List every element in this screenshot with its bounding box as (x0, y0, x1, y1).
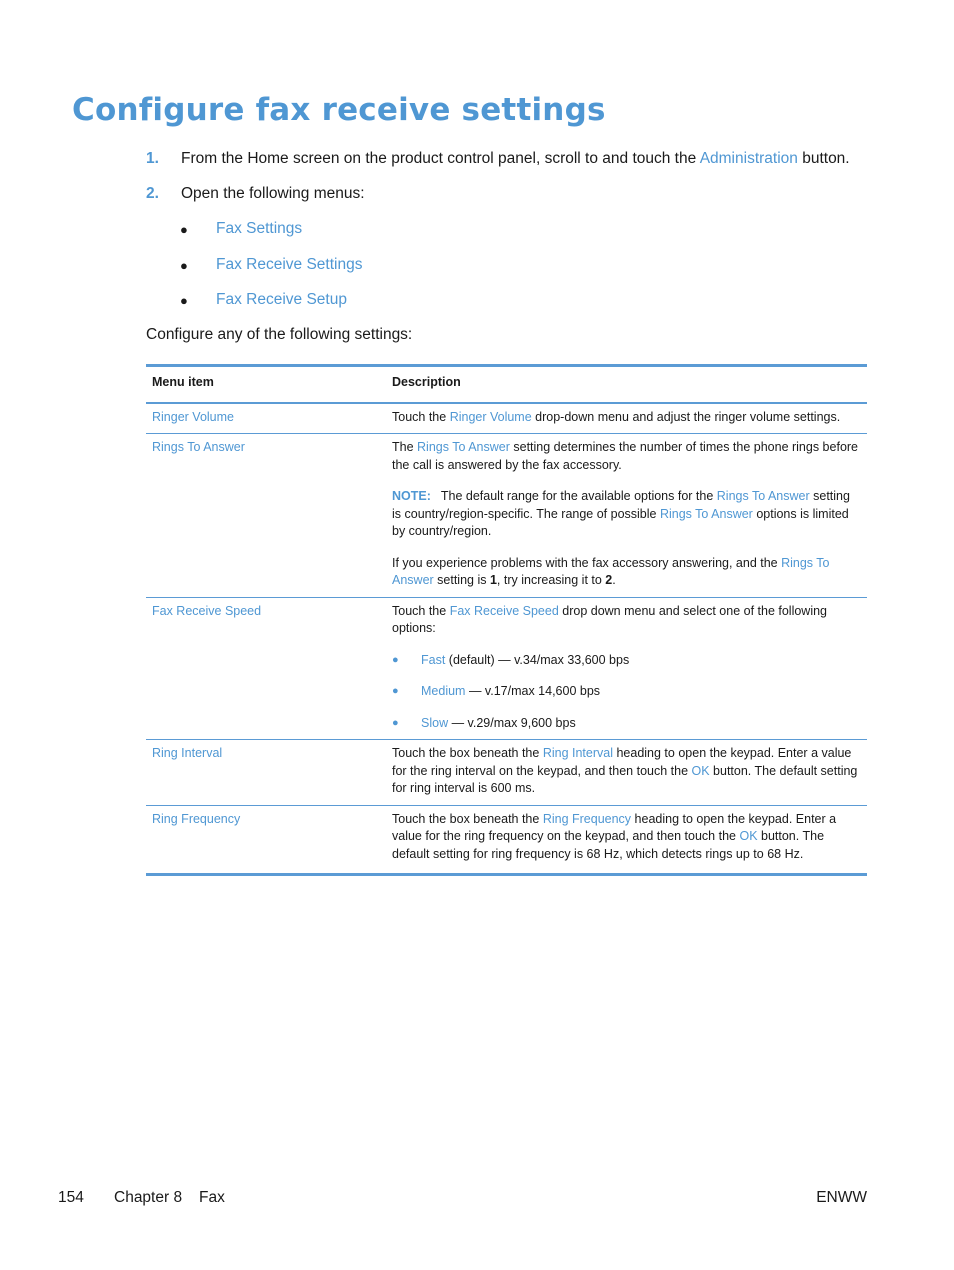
footer-locale: ENWW (816, 1189, 867, 1206)
description-text: The Rings To Answer setting determines the number of times the phone rings before the call is answered by the fax accessory. (392, 440, 859, 472)
footer-chapter: Chapter 8 (114, 1189, 183, 1206)
description-cell (386, 597, 867, 740)
table-row (146, 403, 867, 434)
bullet-icon: ● (392, 685, 399, 697)
table-row (146, 805, 867, 875)
list-item: ● Fast (default) — v.34/max 33,600 bps (392, 652, 861, 670)
bullet-icon: ● (392, 653, 399, 666)
bullet-icon: ● (180, 258, 188, 273)
speed-options-list (392, 652, 861, 733)
table-row (146, 740, 867, 806)
description-text: Touch the box beneath the Ring Interval heading to open the keypad. Enter a value for the ring interval on the keypad, and then touch the OK button. The default setting for ring interval is 600 ms. (392, 746, 858, 795)
menu-link[interactable]: Fax Settings (216, 220, 303, 237)
step-number: 1. (146, 150, 159, 167)
description-cell (386, 805, 867, 875)
step-number: 2. (146, 185, 159, 202)
bullet-icon: ● (180, 222, 188, 237)
menu-item-ring-interval: Ring Interval (146, 740, 386, 806)
table-row (146, 597, 867, 740)
description-text: If you experience problems with the fax accessory answering, and the Rings To Answer setting is 1, try increasing it to 2. (392, 555, 830, 587)
description-text: Touch the Ringer Volume drop-down menu and adjust the ringer volume settings. (392, 409, 841, 424)
menu-item-ringer-volume: Ringer Volume (146, 403, 386, 434)
step-text: From the Home screen on the product control panel, scroll to and touch the Administration button. (181, 150, 850, 167)
note-label: NOTE: (392, 489, 431, 503)
bullet-icon: ● (180, 293, 188, 308)
administration-link[interactable]: Administration (699, 150, 798, 167)
intro-text: Configure any of the following settings: (146, 326, 413, 343)
table-header-row (146, 366, 867, 403)
footer-page-number: 154 (58, 1189, 84, 1206)
bullet-icon: ● (392, 716, 399, 729)
menu-item-fax-receive-speed: Fax Receive Speed (146, 597, 386, 740)
column-header-menu-item: Menu item (146, 366, 386, 403)
description-text: Touch the Fax Receive Speed drop down menu and select one of the following options: (392, 603, 828, 635)
table-row (146, 434, 867, 598)
settings-table (146, 364, 867, 876)
column-header-description: Description (386, 366, 867, 403)
step-text: Open the following menus: (181, 185, 365, 202)
description-cell (386, 403, 867, 434)
menu-item-rings-to-answer: Rings To Answer (146, 434, 386, 598)
footer-section: Fax (199, 1189, 225, 1206)
menu-link[interactable]: Fax Receive Settings (216, 256, 363, 273)
list-item: ● Medium — v.17/max 14,600 bps (392, 683, 861, 701)
description-cell (386, 434, 867, 598)
list-item: ● Slow — v.29/max 9,600 bps (392, 715, 861, 733)
description-text: Touch the box beneath the Ring Frequency heading to open the keypad. Enter a value for the ring frequency on the keypad, and then touch the OK button. The default setting for ring frequency is 68 Hz, which detects rings up to 68 Hz. (392, 811, 837, 861)
menu-link[interactable]: Fax Receive Setup (216, 291, 347, 308)
note-text: NOTE: The default range for the available options for the Rings To Answer setting is country/region-specific. The range of possible Rings To Answer options is limited by country/region. (392, 489, 850, 538)
menu-item-ring-frequency: Ring Frequency (152, 811, 241, 826)
page-title: Configure fax receive settings (72, 92, 606, 128)
description-cell (386, 740, 867, 806)
